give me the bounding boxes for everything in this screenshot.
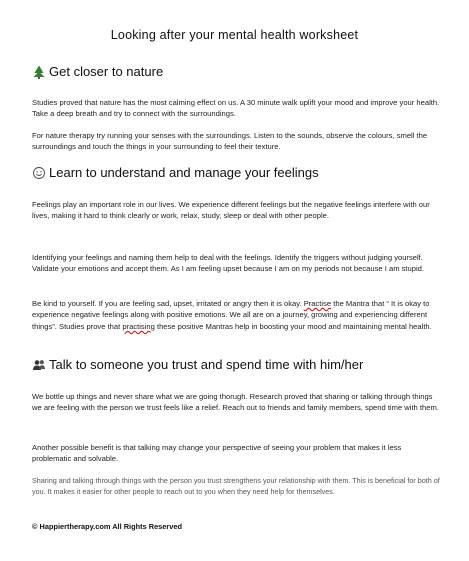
section-heading-label: Get closer to nature: [49, 64, 164, 79]
spellcheck-word: Practise: [303, 299, 332, 308]
paragraph: For nature therapy try running your senses with the surroundings. Listen to the sounds, observe the colours, smell the surroundings and touch the things in your surrounding to feel their texture.: [32, 131, 428, 152]
section-heading-feelings: [32, 165, 319, 180]
paragraph-text: these positive Mantras help in boosting your mood and maintaining mental health.: [154, 321, 432, 331]
paragraph-text: the Mantra that “ It is okay to experience negative feelings along with positive emotions. We all are on a journey, growing and experiencing different things”. Studies prove that: [32, 299, 430, 331]
spellcheck-word: practising: [122, 321, 155, 331]
paragraph: Studies proved that nature has the most calming effect on us. A 30 minute walk uplift your mood and improve your health. Take a deep breath and try to connect with the surroundings.: [32, 98, 440, 119]
page-title: Looking after your mental health worksheet: [110, 28, 359, 42]
paragraph: [32, 298, 442, 332]
paragraph-text: Be kind to yourself. If you are feeling sad, upset, irritated or angry then it is okay.: [32, 299, 304, 308]
tree-icon: [32, 65, 46, 79]
section-heading-talk: [32, 357, 363, 372]
paragraph: Another possible benefit is that talking may change your perspective of seeing your problem that makes it less problematic and solvable.: [32, 443, 402, 464]
section-heading-label: Talk to someone you trust and spend time with him/her: [49, 357, 364, 372]
paragraph: Identifying your feelings and naming them help to deal with the feelings. Identify the triggers without judging yourself. Validate your emotions and accept them. As I am feeling upset because I am on my periods not because I am stupid.: [32, 253, 425, 274]
paragraph: Sharing and talking through things with the person you trust strengthens your relationship with them. This is beneficial for both of you. It makes it easier for other people to reach out to you when they need help for themselves.: [32, 476, 440, 496]
paragraph: We bottle up things and never share what we are going thorugh. Research proved that sharing or talking through things we are feeling with the person we trust feels like a relief. Reach out to friends and family members, spend time with them.: [32, 392, 439, 413]
smiley-icon: [32, 166, 46, 180]
section-heading-nature: [32, 64, 163, 79]
section-heading-label: Learn to understand and manage your feelings: [49, 165, 319, 180]
paragraph: Feelings play an important role in our lives. We experience different feelings but the negative feelings interfere with our lives, making it hard to think clearly or work, relax, study, sleep or deal with other people.: [32, 200, 430, 221]
copyright-footer: © Happiertherapy.com All Rights Reserved: [32, 522, 183, 531]
people-icon: [32, 358, 46, 372]
